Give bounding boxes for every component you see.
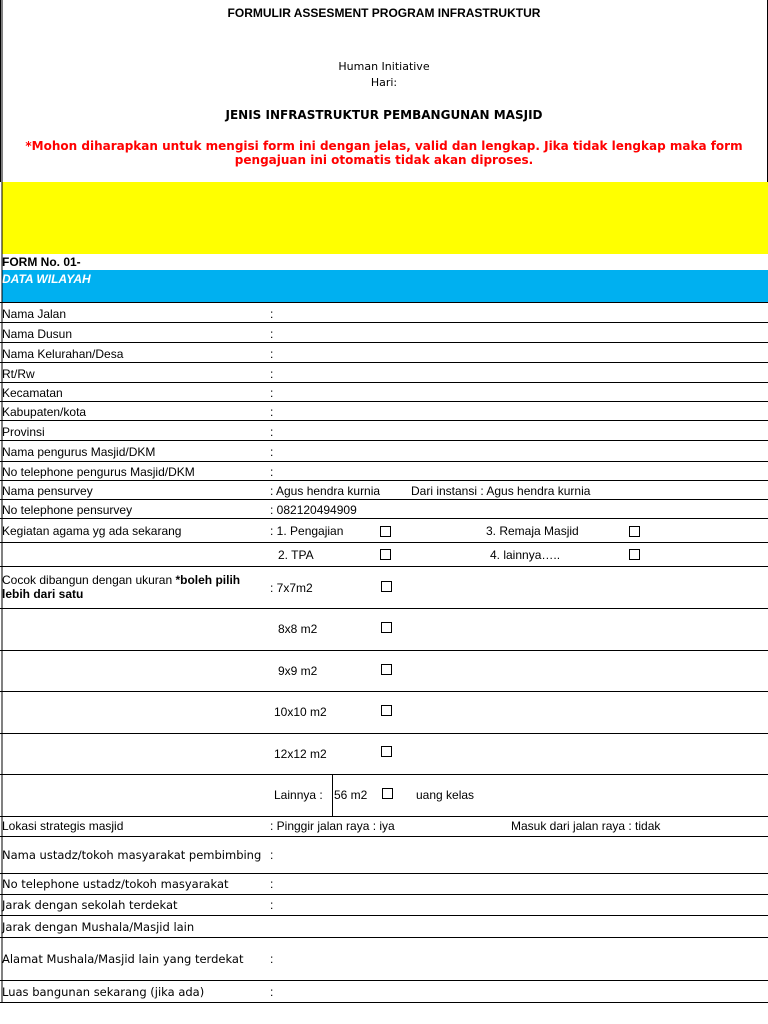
- label-nama-jalan: Nama Jalan: [2, 307, 67, 321]
- checkbox-12x12[interactable]: [381, 746, 392, 757]
- value-masuk-jalan[interactable]: Masuk dari jalan raya : tidak: [511, 819, 661, 833]
- value-nama-jalan[interactable]: :: [270, 307, 274, 321]
- label-ukuran-prefix: Cocok dibangun dengan ukuran: [2, 573, 176, 587]
- value-kecamatan[interactable]: :: [270, 386, 274, 400]
- option-tpa: 2. TPA: [278, 548, 314, 562]
- label-kelurahan: Nama Kelurahan/Desa: [2, 347, 124, 361]
- value-kabupaten[interactable]: :: [270, 405, 274, 419]
- checkbox-tpa[interactable]: [380, 549, 391, 560]
- note-lainnya-ukuran: uang kelas: [416, 788, 475, 802]
- value-pensurvey[interactable]: : Agus hendra kurnia: [270, 484, 381, 498]
- option-10x10: 10x10 m2: [274, 705, 327, 719]
- label-jarak-mushala: Jarak dengan Mushala/Masjid lain: [2, 920, 195, 934]
- value-pengurus[interactable]: :: [270, 445, 274, 459]
- value-ustadz[interactable]: :: [270, 848, 274, 862]
- label-provinsi: Provinsi: [2, 425, 45, 439]
- value-lainnya-ukuran[interactable]: 56 m2: [334, 788, 368, 802]
- checkbox-7x7[interactable]: [381, 581, 392, 592]
- option-remaja-masjid: 3. Remaja Masjid: [486, 524, 579, 538]
- label-telp-pengurus: No telephone pengurus Masjid/DKM: [2, 465, 195, 479]
- label-kegiatan: Kegiatan agama yg ada sekarang: [2, 524, 182, 538]
- label-ukuran-note: *boleh pilih lebih dari satu: [2, 573, 241, 601]
- checkbox-remaja-masjid[interactable]: [629, 526, 640, 537]
- label-luas-bangunan: Luas bangunan sekarang (jika ada): [2, 985, 205, 999]
- form-subtitle: JENIS INFRASTRUKTUR PEMBANGUNAN MASJID: [225, 108, 543, 122]
- value-lokasi[interactable]: : Pinggir jalan raya : iya: [270, 819, 395, 833]
- day-label: Hari:: [370, 76, 398, 89]
- checkbox-pengajian[interactable]: [380, 526, 391, 537]
- checkbox-lainnya-ukuran[interactable]: [382, 788, 393, 799]
- label-lokasi: Lokasi strategis masjid: [2, 819, 124, 833]
- option-lainnya: 4. lainnya…..: [490, 548, 561, 562]
- label-telp-pensurvey: No telephone pensurvey: [2, 503, 133, 517]
- label-alamat-mushala: Alamat Mushala/Masjid lain yang terdekat: [2, 952, 244, 966]
- section-header: [2, 270, 768, 302]
- label-telp-ustadz: No telephone ustadz/tokoh masyarakat: [2, 877, 229, 891]
- yellow-band: [2, 182, 768, 254]
- option-12x12: 12x12 m2: [274, 747, 327, 761]
- label-kabupaten: Kabupaten/kota: [2, 405, 87, 419]
- option-8x8: 8x8 m2: [278, 622, 318, 636]
- label-ustadz: Nama ustadz/tokoh masyarakat pembimbing: [2, 848, 262, 862]
- form-title: FORMULIR ASSESMENT PROGRAM INFRASTRUKTUR: [227, 6, 541, 20]
- label-pensurvey: Nama pensurvey: [2, 484, 93, 498]
- value-nama-dusun[interactable]: :: [270, 327, 274, 341]
- option-pengajian: : 1. Pengajian: [270, 524, 344, 538]
- value-telp-pengurus[interactable]: :: [270, 465, 274, 479]
- checkbox-9x9[interactable]: [381, 664, 392, 675]
- value-telp-ustadz[interactable]: :: [270, 877, 274, 891]
- value-alamat-mushala[interactable]: :: [270, 952, 274, 966]
- value-telp-pensurvey[interactable]: : 082120494909: [270, 503, 357, 517]
- form-number: FORM No. 01-: [2, 255, 81, 269]
- label-nama-dusun: Nama Dusun: [2, 327, 73, 341]
- value-provinsi[interactable]: :: [270, 425, 274, 439]
- checkbox-8x8[interactable]: [381, 622, 392, 633]
- label-jarak-sekolah: Jarak dengan sekolah terdekat: [2, 898, 178, 912]
- checkbox-lainnya[interactable]: [629, 549, 640, 560]
- label-rtrw: Rt/Rw: [2, 367, 35, 381]
- value-jarak-sekolah[interactable]: :: [270, 898, 274, 912]
- value-luas-bangunan[interactable]: :: [270, 985, 274, 999]
- option-lainnya-ukuran: Lainnya :: [274, 788, 323, 802]
- option-9x9: 9x9 m2: [278, 664, 318, 678]
- label-pengurus: Nama pengurus Masjid/DKM: [2, 445, 156, 459]
- label-ukuran: [2, 573, 264, 601]
- value-rtrw[interactable]: :: [270, 367, 274, 381]
- notice-text: *Mohon diharapkan untuk mengisi form ini dengan jelas, valid dan lengkap. Jika tidak lengkap maka form pengajuan ini otomatis tidak akan diproses.: [25, 139, 743, 167]
- value-kelurahan[interactable]: :: [270, 347, 274, 361]
- value-instansi[interactable]: Dari instansi : Agus hendra kurnia: [411, 484, 591, 498]
- option-7x7: : 7x7m2: [270, 581, 313, 595]
- label-kecamatan: Kecamatan: [2, 386, 63, 400]
- checkbox-10x10[interactable]: [381, 705, 392, 716]
- section-title: DATA WILAYAH: [2, 272, 91, 286]
- organization-name: Human Initiative: [338, 60, 430, 73]
